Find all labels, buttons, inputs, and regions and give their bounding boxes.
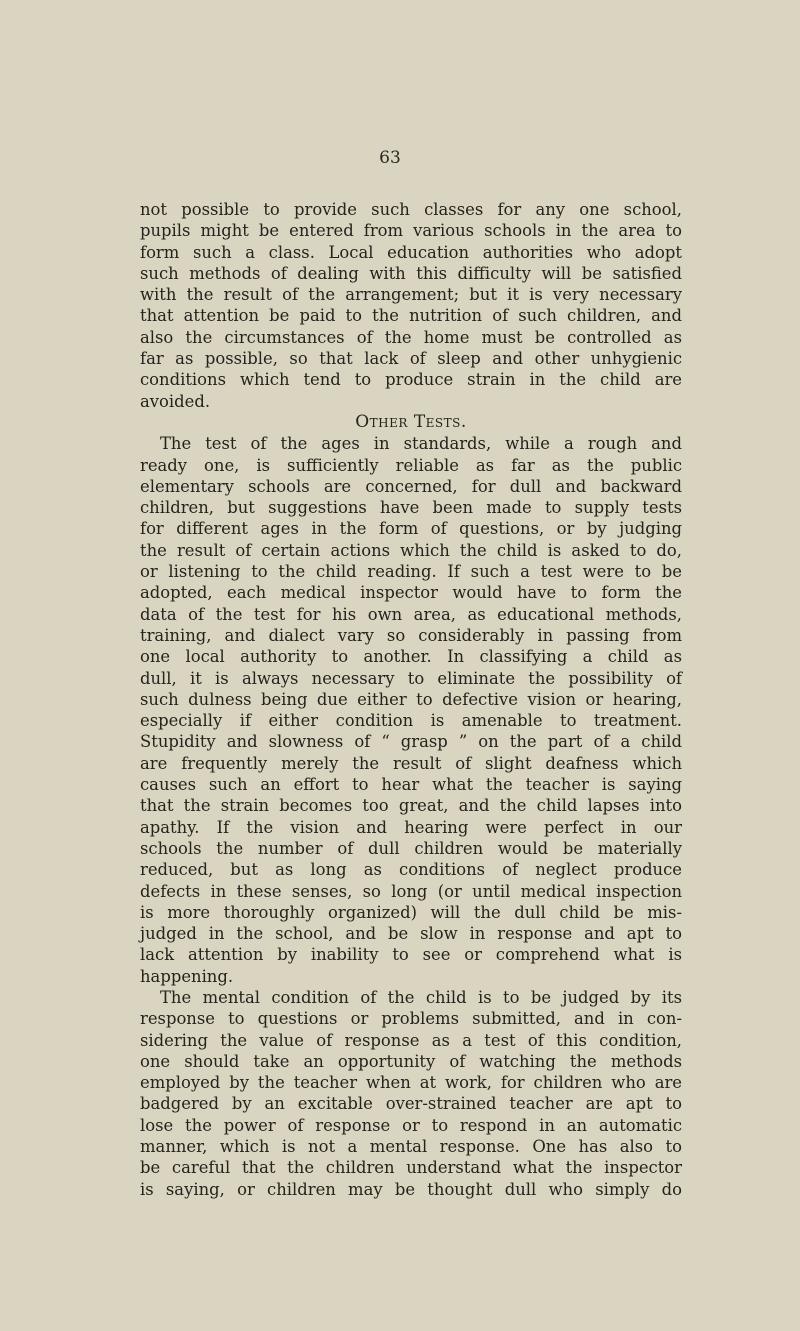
text-line: such methods of dealing with this difficulty will be satisfied <box>140 263 682 283</box>
text-line: one should take an opportunity of watching the methods <box>140 1051 682 1071</box>
text-line: that attention be paid to the nutrition of such children, and <box>140 306 682 326</box>
page-number: 63 <box>379 148 401 168</box>
text-line: reduced, but as long as conditions of neglect produce <box>140 860 682 880</box>
text-line: judged in the school, and be slow in response and apt to <box>140 924 682 944</box>
text-line: employed by the teacher when at work, for children who are <box>140 1073 682 1093</box>
text-line: sidering the value of response as a test of this condition, <box>140 1030 682 1050</box>
text-line: especially if either condition is amenable to treatment. <box>140 711 682 731</box>
text-line: The mental condition of the child is to be judged by its <box>160 987 682 1007</box>
text-line: avoided. <box>140 391 211 411</box>
text-line: the result of certain actions which the child is asked to do, <box>140 540 682 560</box>
body-text <box>140 199 682 1200</box>
text-line: or listening to the child reading. If such a test were to be <box>140 562 682 582</box>
text-line: with the result of the arrangement; but it is very necessary <box>140 285 682 305</box>
text-line: The test of the ages in standards, while a rough and <box>160 434 682 454</box>
text-line: also the circumstances of the home must be controlled as <box>140 327 682 347</box>
text-line: happening. <box>140 966 234 986</box>
text-line: elementary schools are concerned, for dull and backward <box>140 476 682 496</box>
text-line: ready one, is sufficiently reliable as far as the public <box>140 455 682 475</box>
text-line: badgered by an excitable over-strained teacher are apt to <box>140 1094 682 1114</box>
text-line: is saying, or children may be thought dull who simply do <box>140 1179 682 1199</box>
text-line: are frequently merely the result of slight deafness which <box>140 753 682 773</box>
text-line: such dulness being due either to defective vision or hearing, <box>140 689 682 709</box>
text-line: form such a class. Local education authorities who adopt <box>140 242 682 262</box>
text-line: that the strain becomes too great, and the child lapses into <box>140 796 682 816</box>
text-line: adopted, each medical inspector would have to form the <box>140 583 682 603</box>
text-line: is more thoroughly organized) will the dull child be mis- <box>140 902 682 922</box>
text-line: response to questions or problems submitted, and in con- <box>140 1009 682 1029</box>
text-line: lack attention by inability to see or comprehend what is <box>140 945 682 965</box>
section-heading: Other Tests. <box>355 411 467 432</box>
text-line: causes such an effort to hear what the teacher is saying <box>140 775 682 795</box>
text-line: far as possible, so that lack of sleep and other unhygienic <box>140 349 682 369</box>
text-line: schools the number of dull children would be materially <box>140 838 682 858</box>
text-line: one local authority to another. In classifying a child as <box>140 647 682 667</box>
text-line: manner, which is not a mental response. One has also to <box>140 1137 682 1157</box>
text-line: apathy. If the vision and hearing were perfect in our <box>140 817 682 837</box>
text-line: dull, it is always necessary to eliminate the possibility of <box>140 668 682 688</box>
text-line: pupils might be entered from various schools in the area to <box>140 221 682 241</box>
text-line: not possible to provide such classes for any one school, <box>140 200 682 219</box>
text-line: be careful that the children understand what the inspector <box>140 1158 682 1178</box>
text-line: for different ages in the form of questions, or by judging <box>140 519 682 539</box>
text-line: training, and dialect vary so considerably in passing from <box>140 625 682 645</box>
text-line: lose the power of response or to respond in an automatic <box>140 1115 682 1135</box>
text-line: data of the test for his own area, as educational methods, <box>140 604 682 624</box>
text-line: defects in these senses, so long (or until medical inspection <box>140 881 682 901</box>
text-line: Stupidity and slowness of “ grasp ” on the part of a child <box>140 732 682 752</box>
text-line: conditions which tend to produce strain in the child are <box>140 370 682 390</box>
text-line: children, but suggestions have been made to supply tests <box>140 498 682 518</box>
